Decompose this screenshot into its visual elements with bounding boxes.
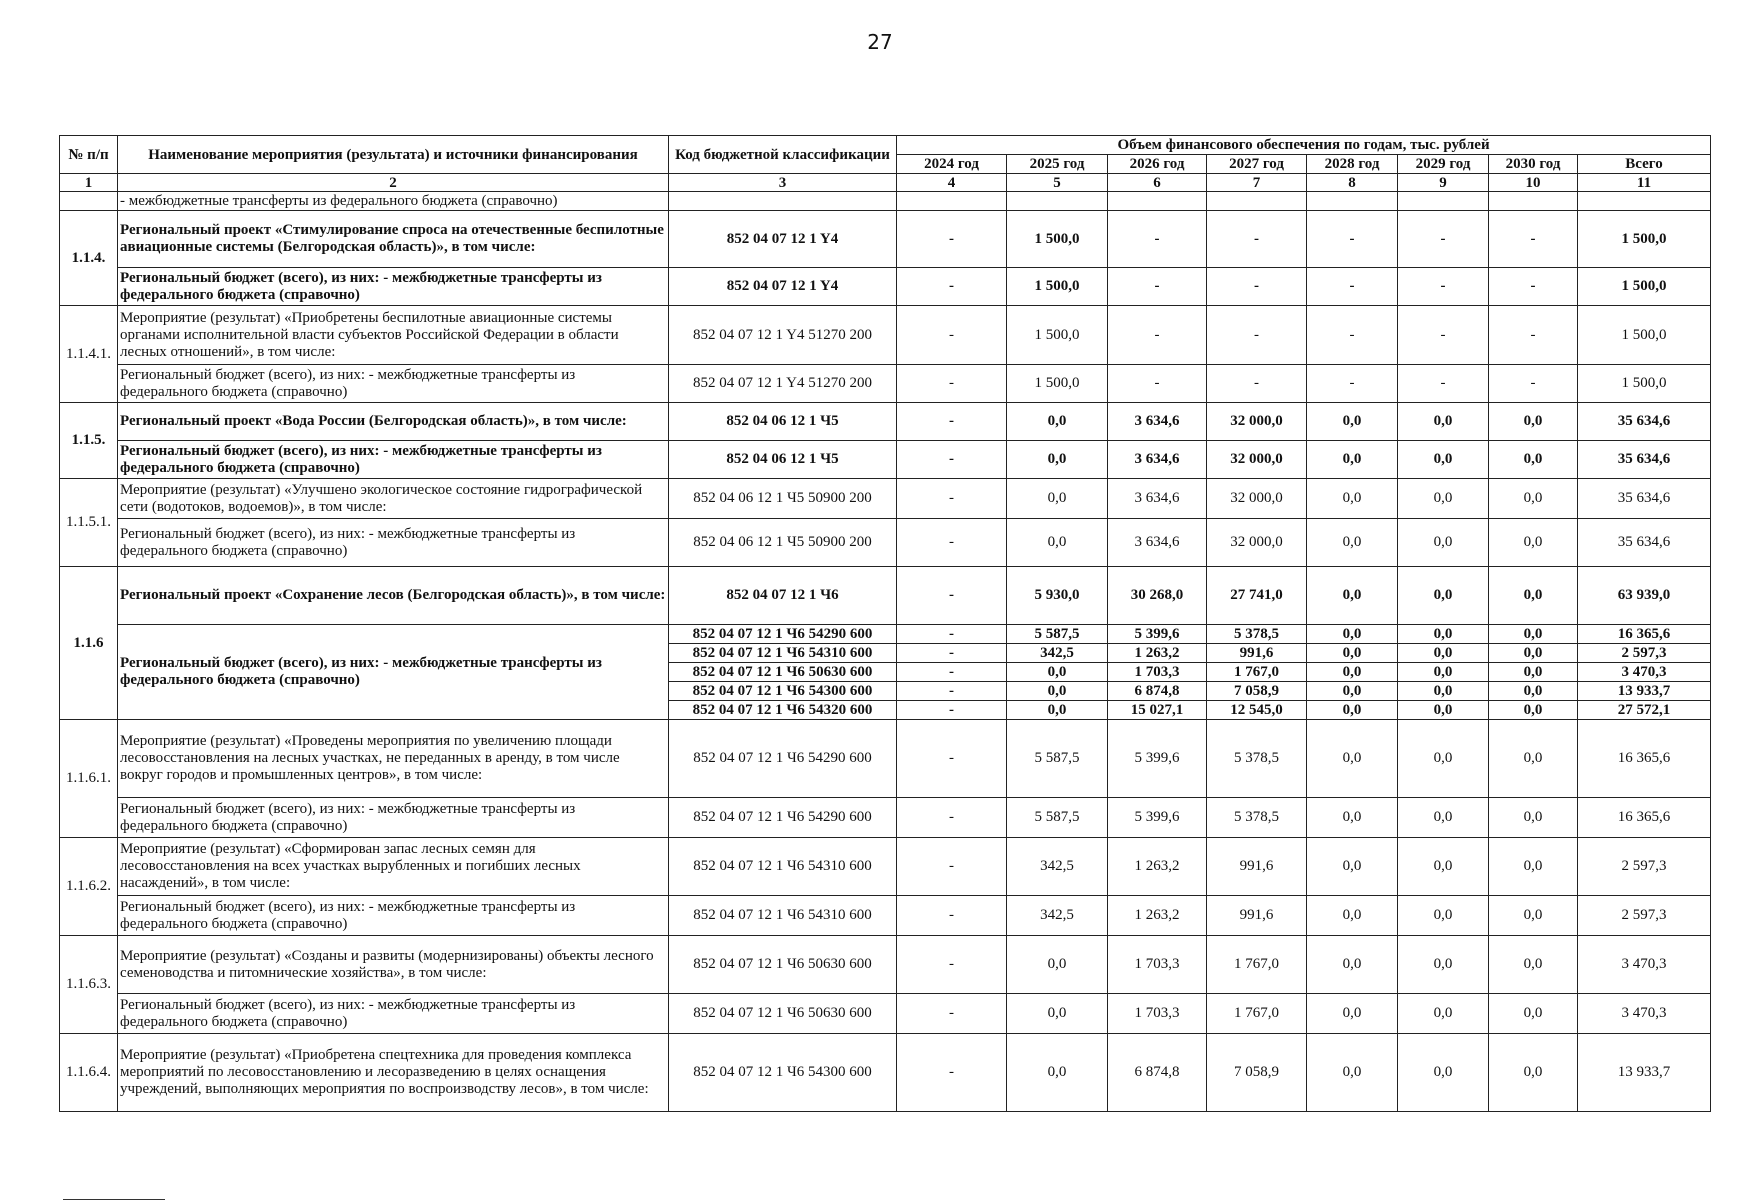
value-cell: 0,0 [1489, 625, 1578, 644]
value-cell: - [897, 403, 1007, 441]
row-name: Региональный бюджет (всего), из них: - межбюджетные трансферты из федерального бюджета (справочно) [118, 365, 669, 403]
header-name: Наименование мероприятия (результата) и источники финансирования [118, 136, 669, 174]
budget-code: 852 04 06 12 1 Ч5 50900 200 [669, 479, 897, 519]
value-cell: - [1489, 268, 1578, 306]
table-row [60, 896, 1711, 936]
value-cell: 0,0 [1307, 994, 1398, 1034]
value-cell: 35 634,6 [1578, 519, 1711, 567]
value-cell: 0,0 [1398, 403, 1489, 441]
header-year: 2026 год [1108, 155, 1207, 174]
value-cell: 0,0 [1007, 1034, 1108, 1112]
value-cell: 0,0 [1307, 838, 1398, 896]
value-cell: 0,0 [1398, 994, 1489, 1034]
header-year: 2029 год [1398, 155, 1489, 174]
column-number: 1 [60, 174, 118, 192]
value-cell: 3 470,3 [1578, 994, 1711, 1034]
value-cell: 16 365,6 [1578, 625, 1711, 644]
budget-code: 852 04 07 12 1 Ч6 54320 600 [669, 701, 897, 720]
value-cell: 1 263,2 [1108, 896, 1207, 936]
value-cell: 7 058,9 [1207, 682, 1307, 701]
value-cell: - [1207, 365, 1307, 403]
value-cell: 0,0 [1489, 644, 1578, 663]
value-cell: 0,0 [1307, 720, 1398, 798]
value-cell: 991,6 [1207, 838, 1307, 896]
value-cell: - [1398, 211, 1489, 268]
value-cell: 1 500,0 [1578, 365, 1711, 403]
value-cell: - [897, 896, 1007, 936]
value-cell: 1 263,2 [1108, 838, 1207, 896]
value-cell: 0,0 [1489, 838, 1578, 896]
value-cell: - [1108, 306, 1207, 365]
column-number: 9 [1398, 174, 1489, 192]
row-number: 1.1.6 [60, 567, 118, 720]
budget-code: 852 04 07 12 1 Ч6 50630 600 [669, 663, 897, 682]
value-cell: - [897, 211, 1007, 268]
value-cell: - [1307, 306, 1398, 365]
value-cell: - [897, 1034, 1007, 1112]
row-name: Региональный бюджет (всего), из них: - межбюджетные трансферты из федерального бюджета (справочно) [118, 519, 669, 567]
column-number: 6 [1108, 174, 1207, 192]
table-row [60, 625, 1711, 644]
table-row [60, 838, 1711, 896]
column-number: 11 [1578, 174, 1711, 192]
value-cell: 0,0 [1489, 798, 1578, 838]
value-cell: 5 399,6 [1108, 720, 1207, 798]
value-cell: 0,0 [1398, 663, 1489, 682]
value-cell: - [897, 663, 1007, 682]
value-cell: 0,0 [1489, 720, 1578, 798]
table-row [60, 479, 1711, 519]
header-year: 2024 год [897, 155, 1007, 174]
value-cell: 16 365,6 [1578, 720, 1711, 798]
value-cell: 1 500,0 [1007, 268, 1108, 306]
value-cell: - [897, 567, 1007, 625]
value-cell: - [897, 798, 1007, 838]
value-cell: 0,0 [1307, 682, 1398, 701]
value-cell: 3 634,6 [1108, 479, 1207, 519]
value-cell: 0,0 [1398, 720, 1489, 798]
value-cell: 32 000,0 [1207, 519, 1307, 567]
page-number: 27 [867, 30, 893, 54]
column-number: 7 [1207, 174, 1307, 192]
value-cell: 1 767,0 [1207, 994, 1307, 1034]
value-cell: 0,0 [1307, 896, 1398, 936]
value-cell: - [897, 625, 1007, 644]
value-cell: 3 470,3 [1578, 663, 1711, 682]
budget-code: 852 04 07 12 1 Ч6 50630 600 [669, 936, 897, 994]
value-cell: 0,0 [1007, 519, 1108, 567]
table-row [60, 1034, 1711, 1112]
value-cell: 1 263,2 [1108, 644, 1207, 663]
column-number: 8 [1307, 174, 1398, 192]
value-cell: 6 874,8 [1108, 682, 1207, 701]
budget-code: 852 04 07 12 1 Ч6 54310 600 [669, 896, 897, 936]
table-row [60, 192, 1711, 211]
row-name: Региональный бюджет (всего), из них: - межбюджетные трансферты из федерального бюджета (справочно) [118, 441, 669, 479]
value-cell: - [1489, 306, 1578, 365]
table-row [60, 306, 1711, 365]
value-cell: 991,6 [1207, 644, 1307, 663]
value-cell: 0,0 [1398, 701, 1489, 720]
value-cell: 35 634,6 [1578, 403, 1711, 441]
value-cell: 35 634,6 [1578, 441, 1711, 479]
row-name: Региональный бюджет (всего), из них: - межбюджетные трансферты из федерального бюджета (справочно) [118, 798, 669, 838]
value-cell: 63 939,0 [1578, 567, 1711, 625]
value-cell: - [897, 441, 1007, 479]
value-cell: 0,0 [1398, 441, 1489, 479]
value-cell: 0,0 [1489, 896, 1578, 936]
row-name: Региональный бюджет (всего), из них: - межбюджетные трансферты из федерального бюджета (справочно) [118, 268, 669, 306]
value-cell: - [1207, 268, 1307, 306]
value-cell: 0,0 [1489, 441, 1578, 479]
row-number: 1.1.5. [60, 403, 118, 479]
value-cell: 0,0 [1007, 403, 1108, 441]
value-cell: 3 634,6 [1108, 519, 1207, 567]
value-cell: 0,0 [1307, 625, 1398, 644]
header-total: Всего [1578, 155, 1711, 174]
table-row [60, 268, 1711, 306]
value-cell: - [897, 268, 1007, 306]
table-row [60, 994, 1711, 1034]
value-cell: 2 597,3 [1578, 896, 1711, 936]
table-row [60, 365, 1711, 403]
value-cell: 342,5 [1007, 896, 1108, 936]
row-number: 1.1.6.4. [60, 1034, 118, 1112]
value-cell: 0,0 [1489, 403, 1578, 441]
row-name: Региональный проект «Вода России (Белгородская область)», в том числе: [118, 403, 669, 441]
value-cell: 0,0 [1489, 479, 1578, 519]
value-cell: 0,0 [1007, 663, 1108, 682]
row-name: Мероприятие (результат) «Приобретена спецтехника для проведения комплекса мероприятий по лесовосстановлению и лесоразведению в целях оснащения учреждений, выполняющих мероприятия по воспроизводству лесов», в том числе: [118, 1034, 669, 1112]
value-cell: 0,0 [1307, 479, 1398, 519]
value-cell: 5 930,0 [1007, 567, 1108, 625]
value-cell: 1 703,3 [1108, 936, 1207, 994]
value-cell: 0,0 [1398, 519, 1489, 567]
value-cell: 0,0 [1007, 479, 1108, 519]
header-year: 2028 год [1307, 155, 1398, 174]
budget-code: 852 04 06 12 1 Ч5 50900 200 [669, 519, 897, 567]
value-cell: 6 874,8 [1108, 1034, 1207, 1112]
value-cell: 991,6 [1207, 896, 1307, 936]
value-cell: 2 597,3 [1578, 838, 1711, 896]
column-number: 2 [118, 174, 669, 192]
row-name: Региональный бюджет (всего), из них: - межбюджетные трансферты из федерального бюджета (справочно) [118, 625, 669, 720]
value-cell: 5 399,6 [1108, 625, 1207, 644]
value-cell: 0,0 [1489, 663, 1578, 682]
value-cell: 1 500,0 [1578, 306, 1711, 365]
value-cell: 13 933,7 [1578, 682, 1711, 701]
value-cell: 3 634,6 [1108, 403, 1207, 441]
value-cell: - [1108, 268, 1207, 306]
value-cell: 0,0 [1398, 625, 1489, 644]
value-cell: 2 597,3 [1578, 644, 1711, 663]
value-cell: 0,0 [1007, 701, 1108, 720]
table-row [60, 211, 1711, 268]
value-cell: 0,0 [1307, 663, 1398, 682]
value-cell: - [897, 365, 1007, 403]
value-cell: 3 470,3 [1578, 936, 1711, 994]
value-cell: 5 587,5 [1007, 798, 1108, 838]
value-cell: 342,5 [1007, 644, 1108, 663]
table-row [60, 936, 1711, 994]
row-number: 1.1.4. [60, 211, 118, 306]
table-row [60, 798, 1711, 838]
value-cell: 1 500,0 [1007, 306, 1108, 365]
value-cell: 0,0 [1489, 519, 1578, 567]
value-cell: - [1398, 365, 1489, 403]
row-name: Мероприятие (результат) «Созданы и развиты (модернизированы) объекты лесного семеноводства и питомнические хозяйства», в том числе: [118, 936, 669, 994]
value-cell: 32 000,0 [1207, 441, 1307, 479]
value-cell: - [897, 994, 1007, 1034]
column-number: 3 [669, 174, 897, 192]
value-cell: 0,0 [1007, 936, 1108, 994]
column-number: 5 [1007, 174, 1108, 192]
value-cell: 16 365,6 [1578, 798, 1711, 838]
value-cell: 0,0 [1398, 567, 1489, 625]
row-name: - межбюджетные трансферты из федерального бюджета (справочно) [118, 192, 669, 211]
financing-table [59, 135, 1711, 1112]
value-cell: - [1307, 268, 1398, 306]
budget-code: 852 04 07 12 1 Y4 51270 200 [669, 365, 897, 403]
budget-code: 852 04 06 12 1 Ч5 [669, 441, 897, 479]
row-name: Мероприятие (результат) «Приобретены беспилотные авиационные системы органами исполнительной власти субъектов Российской Федерации в области лесных отношений», в том числе: [118, 306, 669, 365]
header-code: Код бюджетной классификации [669, 136, 897, 174]
budget-code: 852 04 07 12 1 Y4 [669, 211, 897, 268]
value-cell: - [897, 519, 1007, 567]
table-row [60, 519, 1711, 567]
value-cell: 0,0 [1307, 936, 1398, 994]
value-cell: 5 587,5 [1007, 625, 1108, 644]
row-name: Региональный проект «Сохранение лесов (Белгородская область)», в том числе: [118, 567, 669, 625]
value-cell: 0,0 [1398, 936, 1489, 994]
value-cell: - [897, 720, 1007, 798]
value-cell: 0,0 [1307, 1034, 1398, 1112]
value-cell: 0,0 [1489, 936, 1578, 994]
row-number: 1.1.5.1. [60, 479, 118, 567]
budget-code: 852 04 07 12 1 Ч6 [669, 567, 897, 625]
value-cell: 0,0 [1489, 567, 1578, 625]
budget-code: 852 04 07 12 1 Ч6 54310 600 [669, 838, 897, 896]
value-cell: 0,0 [1307, 644, 1398, 663]
value-cell: - [1398, 306, 1489, 365]
value-cell: - [1307, 211, 1398, 268]
row-name: Региональный бюджет (всего), из них: - межбюджетные трансферты из федерального бюджета (справочно) [118, 994, 669, 1034]
value-cell: 27 741,0 [1207, 567, 1307, 625]
value-cell: 1 703,3 [1108, 994, 1207, 1034]
value-cell: - [1489, 211, 1578, 268]
value-cell: 1 703,3 [1108, 663, 1207, 682]
budget-code: 852 04 07 12 1 Y4 [669, 268, 897, 306]
header-volume: Объем финансового обеспечения по годам, тыс. рублей [897, 136, 1711, 155]
value-cell: 0,0 [1307, 798, 1398, 838]
value-cell: 13 933,7 [1578, 1034, 1711, 1112]
value-cell: 12 545,0 [1207, 701, 1307, 720]
row-name: Региональный бюджет (всего), из них: - межбюджетные трансферты из федерального бюджета (справочно) [118, 896, 669, 936]
value-cell: - [897, 306, 1007, 365]
value-cell: 0,0 [1489, 701, 1578, 720]
budget-code: 852 04 07 12 1 Ч6 54290 600 [669, 798, 897, 838]
value-cell: 27 572,1 [1578, 701, 1711, 720]
budget-code: 852 04 07 12 1 Ч6 50630 600 [669, 994, 897, 1034]
row-number: 1.1.6.1. [60, 720, 118, 838]
budget-code: 852 04 07 12 1 Y4 51270 200 [669, 306, 897, 365]
value-cell: - [897, 479, 1007, 519]
value-cell: 0,0 [1398, 798, 1489, 838]
value-cell: 32 000,0 [1207, 479, 1307, 519]
budget-code: 852 04 07 12 1 Ч6 54300 600 [669, 682, 897, 701]
header-year: 2025 год [1007, 155, 1108, 174]
value-cell: 5 378,5 [1207, 625, 1307, 644]
row-number: 1.1.6.3. [60, 936, 118, 1034]
budget-code: 852 04 07 12 1 Ч6 54300 600 [669, 1034, 897, 1112]
value-cell: 0,0 [1398, 644, 1489, 663]
value-cell: 7 058,9 [1207, 1034, 1307, 1112]
value-cell: 35 634,6 [1578, 479, 1711, 519]
value-cell: 0,0 [1307, 567, 1398, 625]
table-row [60, 403, 1711, 441]
value-cell: 0,0 [1398, 838, 1489, 896]
value-cell: 1 767,0 [1207, 936, 1307, 994]
column-number: 4 [897, 174, 1007, 192]
budget-code: 852 04 07 12 1 Ч6 54290 600 [669, 625, 897, 644]
value-cell: 1 500,0 [1007, 365, 1108, 403]
row-number: 1.1.4.1. [60, 306, 118, 403]
value-cell: 0,0 [1489, 994, 1578, 1034]
value-cell: 0,0 [1398, 1034, 1489, 1112]
header-year: 2027 год [1207, 155, 1307, 174]
row-name: Региональный проект «Стимулирование спроса на отечественные беспилотные авиационные системы (Белгородская область)», в том числе: [118, 211, 669, 268]
value-cell: 15 027,1 [1108, 701, 1207, 720]
value-cell: 5 587,5 [1007, 720, 1108, 798]
table-row [60, 567, 1711, 625]
value-cell: 0,0 [1398, 896, 1489, 936]
value-cell: - [1207, 211, 1307, 268]
value-cell: - [897, 838, 1007, 896]
value-cell: 0,0 [1007, 994, 1108, 1034]
value-cell: - [1489, 365, 1578, 403]
value-cell: 1 500,0 [1578, 211, 1711, 268]
value-cell: 342,5 [1007, 838, 1108, 896]
value-cell: 0,0 [1489, 1034, 1578, 1112]
value-cell: 32 000,0 [1207, 403, 1307, 441]
value-cell: 3 634,6 [1108, 441, 1207, 479]
value-cell: 0,0 [1398, 682, 1489, 701]
value-cell: - [897, 701, 1007, 720]
value-cell: 0,0 [1307, 519, 1398, 567]
value-cell: 5 378,5 [1207, 720, 1307, 798]
value-cell: - [1108, 211, 1207, 268]
row-name: Мероприятие (результат) «Сформирован запас лесных семян для лесовосстановления на всех участках вырубленных и погибших лесных насаждений», в том числе: [118, 838, 669, 896]
value-cell: 0,0 [1307, 403, 1398, 441]
value-cell: - [1207, 306, 1307, 365]
value-cell: - [1307, 365, 1398, 403]
header-year: 2030 год [1489, 155, 1578, 174]
value-cell: - [897, 644, 1007, 663]
value-cell: 0,0 [1307, 701, 1398, 720]
value-cell: - [1398, 268, 1489, 306]
table-row [60, 441, 1711, 479]
value-cell: 1 500,0 [1007, 211, 1108, 268]
row-name: Мероприятие (результат) «Проведены мероприятия по увеличению площади лесовосстановления на лесных участках, не переданных в аренду, в том числе вокруг городов и промышленных центров», в том числе: [118, 720, 669, 798]
value-cell: 0,0 [1007, 441, 1108, 479]
value-cell: 0,0 [1398, 479, 1489, 519]
value-cell: 30 268,0 [1108, 567, 1207, 625]
header-no: № п/п [60, 136, 118, 174]
value-cell: 5 378,5 [1207, 798, 1307, 838]
value-cell: - [897, 936, 1007, 994]
value-cell: - [1108, 365, 1207, 403]
budget-code: 852 04 06 12 1 Ч5 [669, 403, 897, 441]
value-cell: 0,0 [1489, 682, 1578, 701]
budget-code: 852 04 07 12 1 Ч6 54290 600 [669, 720, 897, 798]
value-cell: 0,0 [1307, 441, 1398, 479]
table-row [60, 720, 1711, 798]
value-cell: - [897, 682, 1007, 701]
value-cell: 1 767,0 [1207, 663, 1307, 682]
row-number: 1.1.6.2. [60, 838, 118, 936]
column-number: 10 [1489, 174, 1578, 192]
value-cell: 1 500,0 [1578, 268, 1711, 306]
value-cell: 0,0 [1007, 682, 1108, 701]
value-cell: 5 399,6 [1108, 798, 1207, 838]
row-name: Мероприятие (результат) «Улучшено экологическое состояние гидрографической сети (водотоков, водоемов)», в том числе: [118, 479, 669, 519]
budget-code: 852 04 07 12 1 Ч6 54310 600 [669, 644, 897, 663]
